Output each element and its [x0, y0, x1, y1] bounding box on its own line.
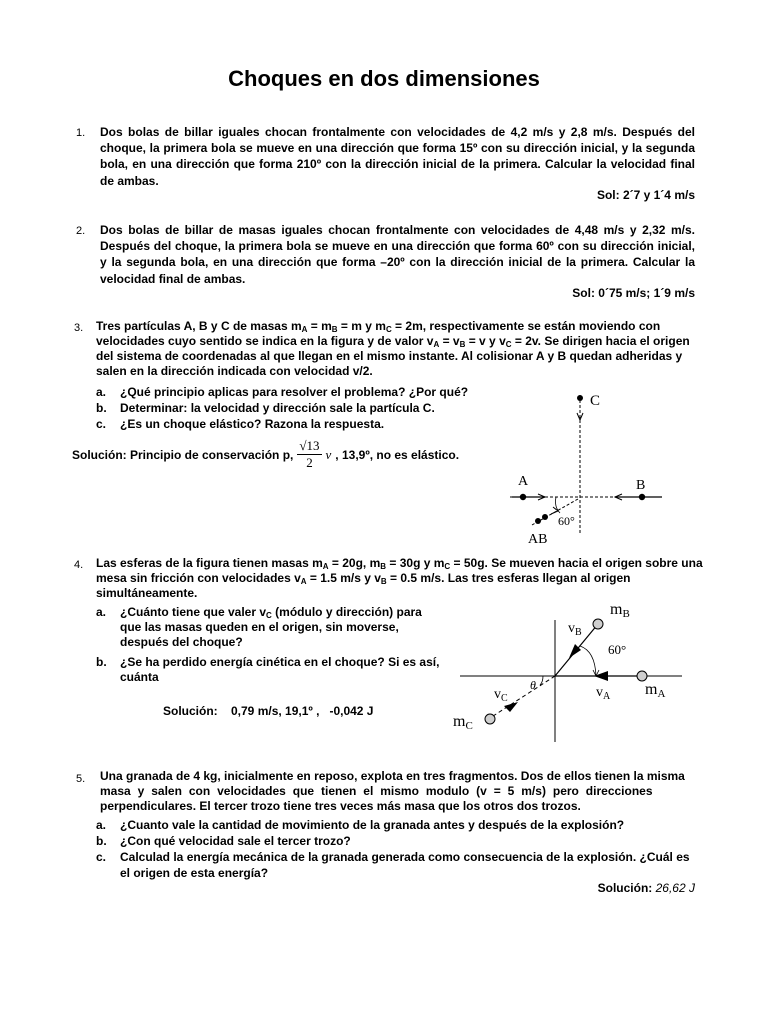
problem-5-line-3: perpendiculares. El tercer trozo tiene tres veces más masa que los otros dos trozos. — [100, 799, 581, 813]
label-a: A — [518, 474, 529, 489]
particle-c — [577, 395, 583, 401]
label-mc: mC — [453, 713, 473, 732]
problem-4-number: 4. — [74, 559, 84, 571]
problem-1-number: 1. — [76, 127, 86, 139]
angle-60-label: 60° — [608, 642, 627, 657]
problem-4-text — [96, 556, 703, 600]
problem-4-item-a: a. ¿Cuánto tiene que valer $v_C$ (módulo y dirección) para que las masas queden en el origen, sin moverse, después del choque? — [96, 605, 422, 649]
particle-ab-2 — [542, 514, 548, 520]
sqrt13-over-2-fraction: $\frac{√13}{2}$ — [299, 438, 320, 470]
sphere-mb — [593, 619, 603, 629]
problem-3-text — [96, 319, 695, 378]
particle-a — [520, 494, 526, 500]
label-va: $v_A$ — [596, 685, 611, 702]
problem-4-item-b: b. ¿Se ha perdido energía cinética en el choque? Si es así, cuánta — [96, 655, 440, 684]
problem-5-item-c: c. Calculad la energía mecánica de la granada generada como consecuencia de la explosión. ¿Cuál es — [96, 850, 690, 864]
sphere-ma — [637, 671, 647, 681]
angle-arc-60 — [556, 497, 561, 513]
problem-3-number: 3. — [74, 322, 84, 334]
problem-5-text — [100, 769, 695, 813]
problem-4-line-2: mesa sin fricción con velocidades $v_A = 1.5$ m/s y $v_B = 0.5$ m/s. Las tres esferas llegan al origen — [96, 571, 631, 586]
label-b: B — [636, 478, 646, 493]
problem-3-line-1: Tres partículas A, B y C de masas $m_A = m_B = m$ y $m_C = 2m$, respectivamente se están moviendo con — [96, 319, 661, 334]
problem-5-item-a: a. ¿Cuanto vale la cantidad de movimiento de la granada antes y después de la explosión? — [96, 818, 625, 832]
problem-5-solution: Solución: 26,62 J — [597, 881, 695, 895]
problem-2-solution: Sol: 0´75 m/s; 1´9 m/s — [572, 286, 695, 300]
problem-5-item-b: b. ¿Con qué velocidad sale el tercer trozo? — [96, 834, 351, 848]
particle-ab-1 — [535, 518, 541, 524]
problem-4-diagram — [448, 596, 688, 746]
problem-3-item-b: b. Determinar: la velocidad y dirección sale la partícula C. — [96, 401, 435, 415]
problem-4-solution: Solución: 0,79 m/s, 19,1º , -0,042 J — [163, 704, 374, 718]
label-theta: θ — [530, 678, 536, 692]
problem-1-text: Dos bolas de billar iguales chocan frontalmente con velocidades de 4,2 m/s y 2,8 m/s. Después del choque, la primera bola se mueve en una dirección que forma 15º con su dirección inicial, y la segunda bola, en una dirección que forma 210º con la dirección inicial de la primera. Calcular la velocidad final de ambas. — [100, 125, 695, 188]
problem-3-line-3: del sistema de coordenadas al que llegan en el mismo instante. Al colisionar A y B quedan adheridas y — [96, 349, 683, 363]
label-vb: $v_B$ — [568, 621, 582, 638]
sphere-mc — [485, 714, 495, 724]
problem-5-line-2: masa y salen con velocidades que tienen el mismo modulo (v = 5 m/s) pero direcciones — [100, 784, 653, 798]
label-vc: $v_C$ — [494, 687, 508, 704]
label-ab: AB — [528, 532, 548, 547]
label-mb: mB — [610, 601, 630, 620]
problem-3-solution: Solución: Principio de conservación p, $\frac{√13}{2}$ v , 13,9º, no es elástico. — [72, 438, 460, 470]
problem-3-line-4: salen en la dirección indicada con velocidad v/2. — [96, 364, 373, 378]
particle-b — [639, 494, 645, 500]
problem-4-line-1: Las esferas de la figura tienen masas $m_A = 20g$, $m_B = 30g$ y $m_C = 50g$. Se mueven hacia el origen sobre una — [96, 556, 703, 571]
problem-5-item-c-continued: el origen de esta energía? — [120, 866, 269, 880]
problem-5-number: 5. — [76, 773, 86, 785]
problem-3-item-a: a. ¿Qué principio aplicas para resolver el problema? ¿Por qué? — [96, 385, 469, 399]
label-c: C — [590, 393, 601, 409]
problem-4-line-3: simultáneamente. — [96, 586, 198, 600]
problem-3-diagram — [490, 385, 680, 550]
label-ma: mA — [645, 681, 666, 700]
angle-60-label: 60° — [558, 514, 575, 528]
problem-5-line-1: Una granada de 4 kg, inicialmente en reposo, explota en tres fragmentos. Dos de ellos tienen la misma — [100, 769, 685, 783]
problem-3-line-2: velocidades cuyo sentido se indica en la figura y de valor $v_A = v_B = v$ y $v_C = 2v$. Se dirigen hacia el origen — [96, 334, 690, 349]
problem-2-number: 2. — [76, 225, 86, 237]
problem-2-text: Dos bolas de billar de masas iguales chocan frontalmente con velocidades de 4,48 m/s y 2,32 m/s. Después del choque, la primera bola se mueve en una dirección que forma 60º con su dirección inicial, y la segunda bola, en una dirección que forma –20º con la dirección inicial de la primera. Calcular la velocidad final de ambas. — [100, 223, 695, 286]
problem-3-item-c: c. ¿Es un choque elástico? Razona la respuesta. — [96, 417, 385, 431]
problem-1-solution: Sol: 2´7 y 1´4 m/s — [596, 188, 695, 202]
page-title: Choques en dos dimensiones — [228, 66, 540, 91]
